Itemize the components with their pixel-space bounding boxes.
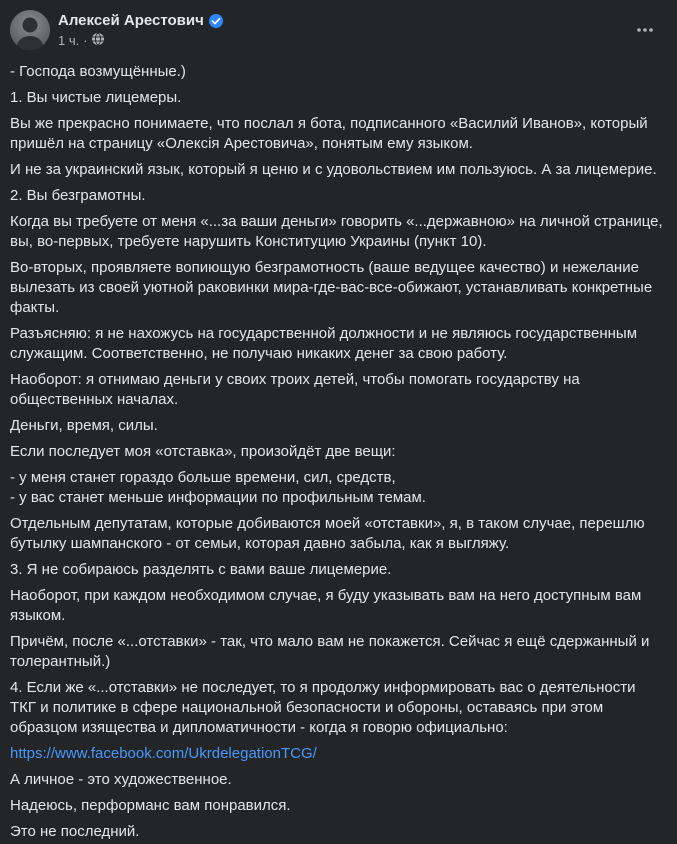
post-paragraph: 3. Я не собираюсь разделять с вами ваше лицемерие. xyxy=(10,561,392,578)
post-paragraph: Причём, после «...отставки» - так, что мало вам не покажется. Сейчас я ещё сдержанный и толерантный.) xyxy=(10,633,650,670)
globe-icon xyxy=(92,33,104,49)
author-name[interactable]: Алексей Арестович xyxy=(58,12,204,29)
timestamp[interactable]: 1 ч. xyxy=(58,32,80,48)
post-paragraph: Вы же прекрасно понимаете, что послал я бота, подписанного «Василий Иванов», который пришёл на страницу «Олексія Арестовича», понятым ему языком. xyxy=(10,115,648,152)
post-paragraph: Наоборот, при каждом необходимом случае, я буду указывать вам на него доступным вам языком. xyxy=(10,587,642,624)
post-paragraph: Наоборот: я отнимаю деньги у своих троих детей, чтобы помогать государству на общественных началах. xyxy=(10,371,580,408)
post-paragraph: 1. Вы чистые лицемеры. xyxy=(10,89,182,106)
post-header xyxy=(0,0,677,54)
post-paragraph: Когда вы требуете от меня «...за ваши деньги» говорить «...державною» на личной странице, вы, во-первых, требуете нарушить Конституцию Украины (пункт 10). xyxy=(10,213,663,250)
avatar-placeholder-image xyxy=(10,10,50,50)
avatar[interactable] xyxy=(10,10,50,50)
post-paragraph: Это не последний. xyxy=(10,823,140,840)
meta-separator: · xyxy=(83,32,88,48)
post-paragraph xyxy=(10,744,665,764)
post-paragraph: - Господа возмущённые.) xyxy=(10,63,186,80)
post-paragraph: Деньги, время, силы. xyxy=(10,417,158,434)
post-paragraph: 2. Вы безграмотны. xyxy=(10,187,146,204)
header-info xyxy=(58,10,627,49)
post-meta xyxy=(58,32,627,49)
more-options-button[interactable] xyxy=(627,12,663,48)
post-paragraph: Отдельным депутатам, которые добиваются моей «отставки», я, в таком случае, перешлю бутылку шампанского - от семьи, которая давно забыла, как я выгляжу. xyxy=(10,515,645,552)
post-paragraph: Если последует моя «отставка», произойдёт две вещи: xyxy=(10,443,396,460)
post-paragraph: И не за украинский язык, который я ценю и с удовольствием им пользуюсь. А за лицемерие. xyxy=(10,161,657,178)
post-paragraph: Разъясняю: я не нахожусь на государственной должности и не являюсь государственным служащим. Соответственно, не получаю никаких денег за свою работу. xyxy=(10,325,638,362)
post-paragraph: А личное - это художественное. xyxy=(10,771,232,788)
post-paragraph: 4. Если же «...отставки» не последует, то я продолжу информировать вас о деятельности ТКГ и политике в сфере национальной безопасности и обороны, оставаясь при этом образцом изящества и дипломатичности - когда я говорю официально: xyxy=(10,679,636,736)
post-paragraph: Во-вторых, проявляете вопиющую безграмотность (ваше ведущее качество) и нежелание вылезать из своей уютной раковинки мира-где-вас-все-обижают, устанавливать конкретные факты. xyxy=(10,259,653,316)
post-paragraph: Надеюсь, перформанс вам понравился. xyxy=(10,797,291,814)
post-link[interactable]: https://www.facebook.com/UkrdelegationTCG/ xyxy=(10,745,317,762)
more-options-icon xyxy=(635,20,655,40)
author-row xyxy=(58,11,627,30)
verified-badge-icon xyxy=(209,14,223,28)
post-paragraph: - у меня станет гораздо больше времени, сил, средств, - у вас станет меньше информации по профильным темам. xyxy=(10,469,426,506)
post-body xyxy=(0,54,677,842)
